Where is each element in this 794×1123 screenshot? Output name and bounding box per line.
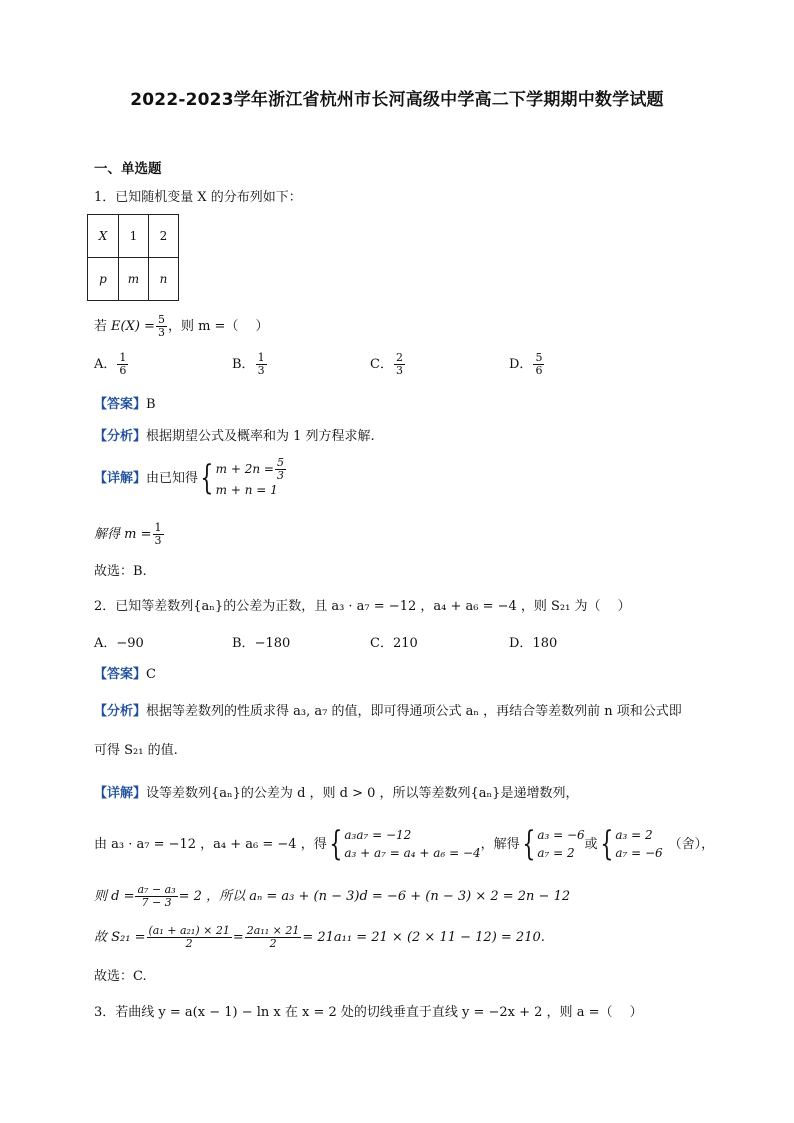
option-label: A． [94, 636, 117, 651]
system-fraction [275, 457, 286, 481]
table-cell: 2 [149, 215, 179, 258]
q2-d-formula [94, 884, 570, 908]
fraction-denominator: 3 [257, 363, 265, 377]
q1-option-c[interactable] [370, 352, 406, 376]
fraction-numerator: 1 [257, 351, 265, 364]
q1-answer [94, 398, 156, 411]
system-line: a₃ + a₇ = a₄ + a₆ = −4 [344, 846, 481, 860]
q2-analysis [94, 705, 682, 718]
q1-analysis [94, 430, 375, 443]
q2-detail [94, 787, 578, 800]
fraction-numerator: a₇ − a₃ [137, 883, 176, 896]
answer-value: C [146, 667, 156, 682]
fraction-numerator: 1 [119, 351, 127, 364]
option-label: C． [370, 356, 393, 372]
table-cell: 1 [119, 215, 149, 258]
condition-fraction [156, 314, 167, 338]
fraction-numerator: 5 [535, 351, 543, 364]
option-label: A． [94, 356, 117, 372]
detail-tag: 【详解】 [94, 470, 147, 486]
fraction-denominator: 3 [154, 533, 162, 547]
or-word: 或 [584, 836, 598, 852]
table-cell: X [88, 215, 119, 258]
system-line: a₇ = −6 [615, 846, 663, 860]
fraction-numerator: 5 [276, 456, 284, 469]
fraction-denominator: 3 [276, 468, 284, 482]
section-heading: 一、单选题 [94, 161, 162, 177]
system-line-2: m + n = 1 [215, 483, 278, 498]
document-title: 2022-2023学年浙江省杭州市长河高级中学高二下学期期中数学试题 [130, 90, 664, 110]
equation-system-2 [537, 826, 584, 862]
solve-fraction [153, 522, 164, 546]
equation-system-3 [615, 826, 662, 862]
q1-detail [94, 457, 287, 499]
d-post: = 2 ，所以 aₙ = a₃ + (n − 3)d = −6 + (n − 3) × 2 = 2n − 12 [178, 888, 571, 904]
left-brace: { [600, 824, 613, 864]
fraction-denominator: 2 [185, 936, 193, 950]
left-brace: { [329, 824, 343, 864]
discard-note: （舍）， [668, 836, 715, 852]
analysis-tag: 【分析】 [94, 704, 147, 719]
fraction-numerator: 2 [395, 351, 403, 364]
option-label: D． [509, 356, 533, 372]
fraction-numerator: 1 [154, 521, 162, 534]
left-brace: { [522, 824, 535, 864]
q2-system-line [94, 826, 714, 862]
fraction-denominator: 7 − 3 [141, 895, 172, 909]
answer-tag: 【答案】 [94, 667, 147, 682]
option-value: 180 [532, 636, 558, 651]
sum-post: = 21a₁₁ = 21 × (2 × 11 − 12) = 210. [302, 929, 545, 945]
fraction-numerator: 2a₁₁ × 21 [246, 924, 300, 937]
q1-stem: 1．已知随机变量 X 的分布列如下： [94, 190, 302, 205]
system-line: a₃a₇ = −12 [344, 828, 412, 842]
condition-pre: 若 [94, 318, 108, 334]
solve-word: ，解得 [480, 836, 520, 852]
table-cell: m [119, 258, 149, 301]
q1-solve [94, 522, 165, 546]
analysis-text: 根据等差数列的性质求得 a₃, a₇ 的值，即可得通项公式 aₙ ，再结合等差数列前 n 项和公式即 [146, 704, 682, 719]
system-line: a₇ = 2 [537, 846, 575, 860]
q1-option-b[interactable] [232, 352, 268, 376]
q1-option-d[interactable] [509, 352, 545, 376]
option-value: −180 [254, 636, 291, 651]
q1-condition [94, 314, 269, 338]
option-label: B． [232, 356, 255, 372]
sum-fraction-1 [147, 925, 232, 949]
solve-pre: 解得 m = [94, 526, 152, 542]
option-label: B． [232, 636, 255, 651]
detail-text: 设等差数列{aₙ}的公差为 d ，则 d > 0 ，所以等差数列{aₙ}是递增数列， [146, 786, 579, 801]
q2-sum-formula [94, 925, 545, 949]
table-cell: n [149, 258, 179, 301]
system-line-1 [216, 457, 287, 481]
q2-answer [94, 668, 156, 681]
condition-lhs: E(X) = [111, 318, 155, 334]
sum-fraction-2 [245, 925, 302, 949]
table-row [88, 258, 179, 301]
option-value: 210 [392, 636, 418, 651]
system-line-1-pre: m + 2n = [215, 462, 274, 477]
option-label: C． [370, 636, 393, 651]
equation-system [216, 457, 287, 499]
fraction-numerator: (a₁ + a₂₁) × 21 [148, 924, 230, 937]
fraction-numerator: 5 [157, 313, 165, 326]
distribution-table [87, 214, 179, 301]
analysis-tag: 【分析】 [94, 429, 147, 444]
fraction-denominator: 6 [535, 363, 543, 377]
system-pre: 由 a₃ · a₇ = −12 ，a₄ + a₆ = −4 ，得 [94, 836, 327, 852]
answer-tag: 【答案】 [94, 397, 147, 412]
left-brace: { [200, 458, 214, 499]
fraction-denominator: 6 [119, 363, 127, 377]
q1-conclusion: 故选：B. [94, 564, 147, 579]
option-value: −90 [116, 636, 144, 651]
detail-pre: 由已知得 [146, 470, 199, 486]
option-fraction [256, 352, 267, 376]
q2-option-d[interactable] [509, 637, 557, 650]
q1-option-a[interactable] [94, 352, 129, 376]
system-line: a₃ = 2 [615, 828, 653, 842]
q3-stem: 3．若曲线 y = a(x − 1) − ln x 在 x = 2 处的切线垂直于直线 y = −2x + 2 ，则 a =（ ） [94, 1005, 643, 1020]
option-label: D． [509, 636, 533, 651]
analysis-text: 根据期望公式及概率和为 1 列方程求解. [146, 429, 375, 444]
q2-option-b[interactable] [232, 637, 290, 650]
table-cell: p [88, 258, 119, 301]
d-pre: 则 d = [94, 888, 135, 904]
option-fraction [117, 352, 128, 376]
d-fraction [135, 884, 177, 908]
option-fraction [394, 352, 405, 376]
answer-value: B [146, 397, 156, 412]
table-row [88, 215, 179, 258]
q2-analysis-cont: 可得 S₂₁ 的值. [94, 743, 178, 758]
condition-post: ，则 m =（ ） [167, 318, 269, 334]
q2-stem: 2．已知等差数列{aₙ}的公差为正数，且 a₃ · a₇ = −12 ，a₄ + a₆ = −4 ，则 S₂₁ 为（ ） [94, 599, 631, 614]
sum-pre: 故 S₂₁ = [94, 929, 146, 945]
fraction-denominator: 3 [395, 363, 403, 377]
fraction-denominator: 2 [269, 936, 277, 950]
q2-conclusion: 故选：C. [94, 969, 147, 984]
q2-option-a[interactable] [94, 637, 144, 650]
option-fraction [533, 352, 544, 376]
system-line: a₃ = −6 [537, 828, 585, 842]
detail-tag: 【详解】 [94, 786, 147, 801]
equation-system-1 [344, 826, 480, 862]
fraction-denominator: 3 [157, 325, 165, 339]
q2-option-c[interactable] [370, 637, 418, 650]
sum-equals: = [232, 929, 244, 945]
